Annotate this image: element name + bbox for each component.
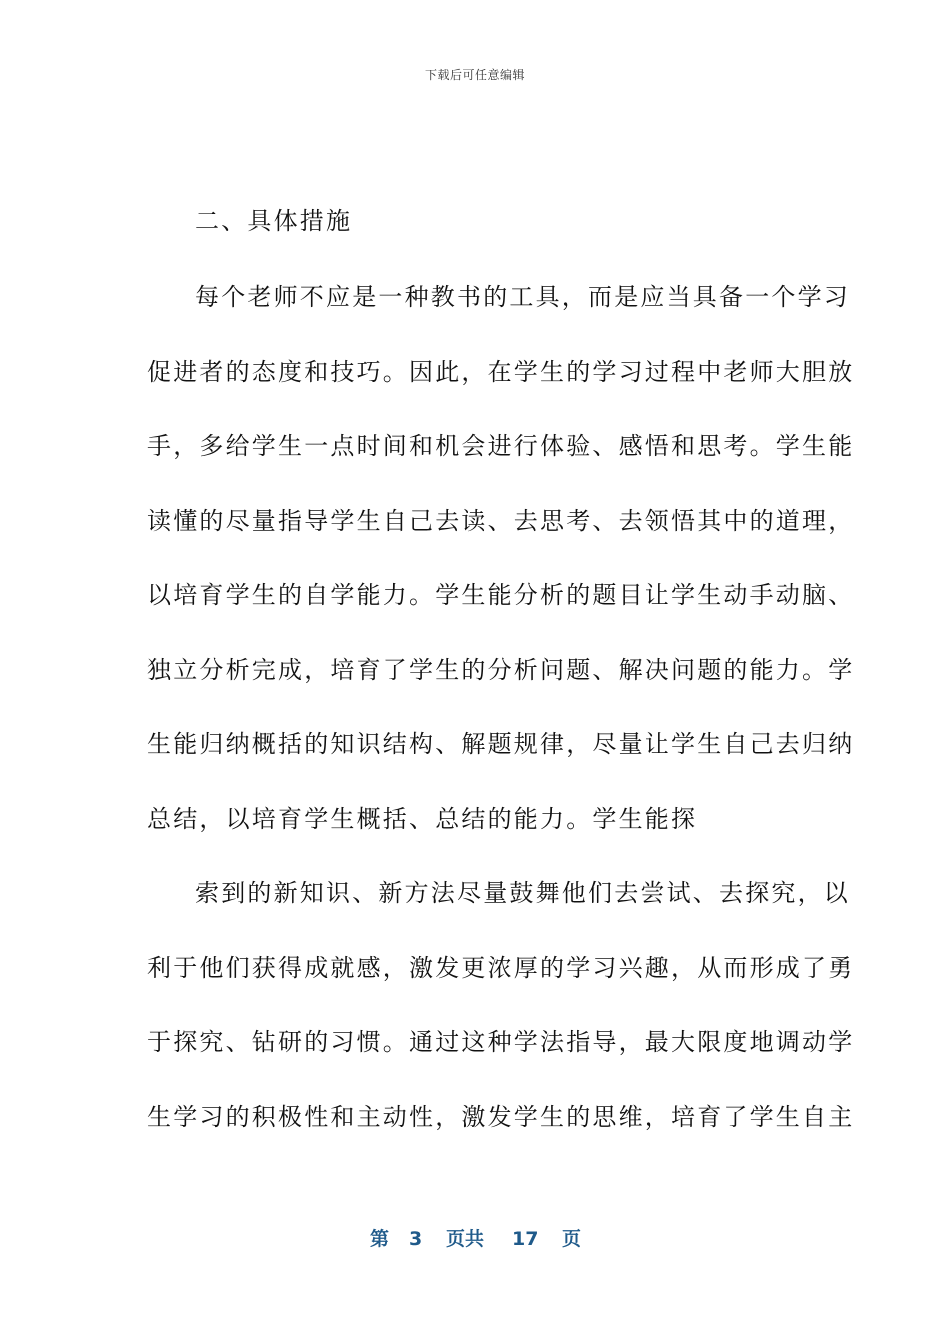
footer-middle: 页共: [446, 1228, 485, 1250]
paragraph-line: 利于他们获得成就感，激发更浓厚的学习兴趣，从而形成了勇: [147, 954, 855, 982]
page-header: 下载后可任意编辑: [424, 68, 525, 82]
paragraph-line: 生能归纳概括的知识结构、解题规律，尽量让学生自己去归纳: [147, 730, 855, 758]
paragraph-line: 读懂的尽量指导学生自己去读、去思考、去领悟其中的道理，: [147, 507, 855, 535]
footer-suffix: 页: [562, 1228, 582, 1250]
total-pages-number: 17: [512, 1228, 539, 1250]
paragraph-line: 总结，以培育学生概括、总结的能力。学生能探: [147, 805, 698, 833]
section-heading: 二、具体措施: [195, 207, 353, 235]
paragraph-line: 促进者的态度和技巧。因此，在学生的学习过程中老师大胆放: [147, 358, 855, 386]
current-page-number: 3: [409, 1228, 423, 1250]
footer-prefix: 第: [370, 1228, 390, 1250]
page-footer: [0, 1226, 950, 1252]
paragraph-line: 于探究、钻研的习惯。通过这种学法指导，最大限度地调动学: [147, 1028, 855, 1056]
paragraph-line: 每个老师不应是一种教书的工具，而是应当具备一个学习: [195, 283, 850, 311]
paragraph-line: 生学习的积极性和主动性，激发学生的思维，培育了学生自主: [147, 1103, 855, 1131]
paragraph-line: 独立分析完成，培育了学生的分析问题、解决问题的能力。学: [147, 656, 855, 684]
paragraph-line: 索到的新知识、新方法尽量鼓舞他们去尝试、去探究，以: [195, 879, 850, 907]
paragraph-line: 手，多给学生一点时间和机会进行体验、感悟和思考。学生能: [147, 432, 855, 460]
paragraph-line: 以培育学生的自学能力。学生能分析的题目让学生动手动脑、: [147, 581, 855, 609]
